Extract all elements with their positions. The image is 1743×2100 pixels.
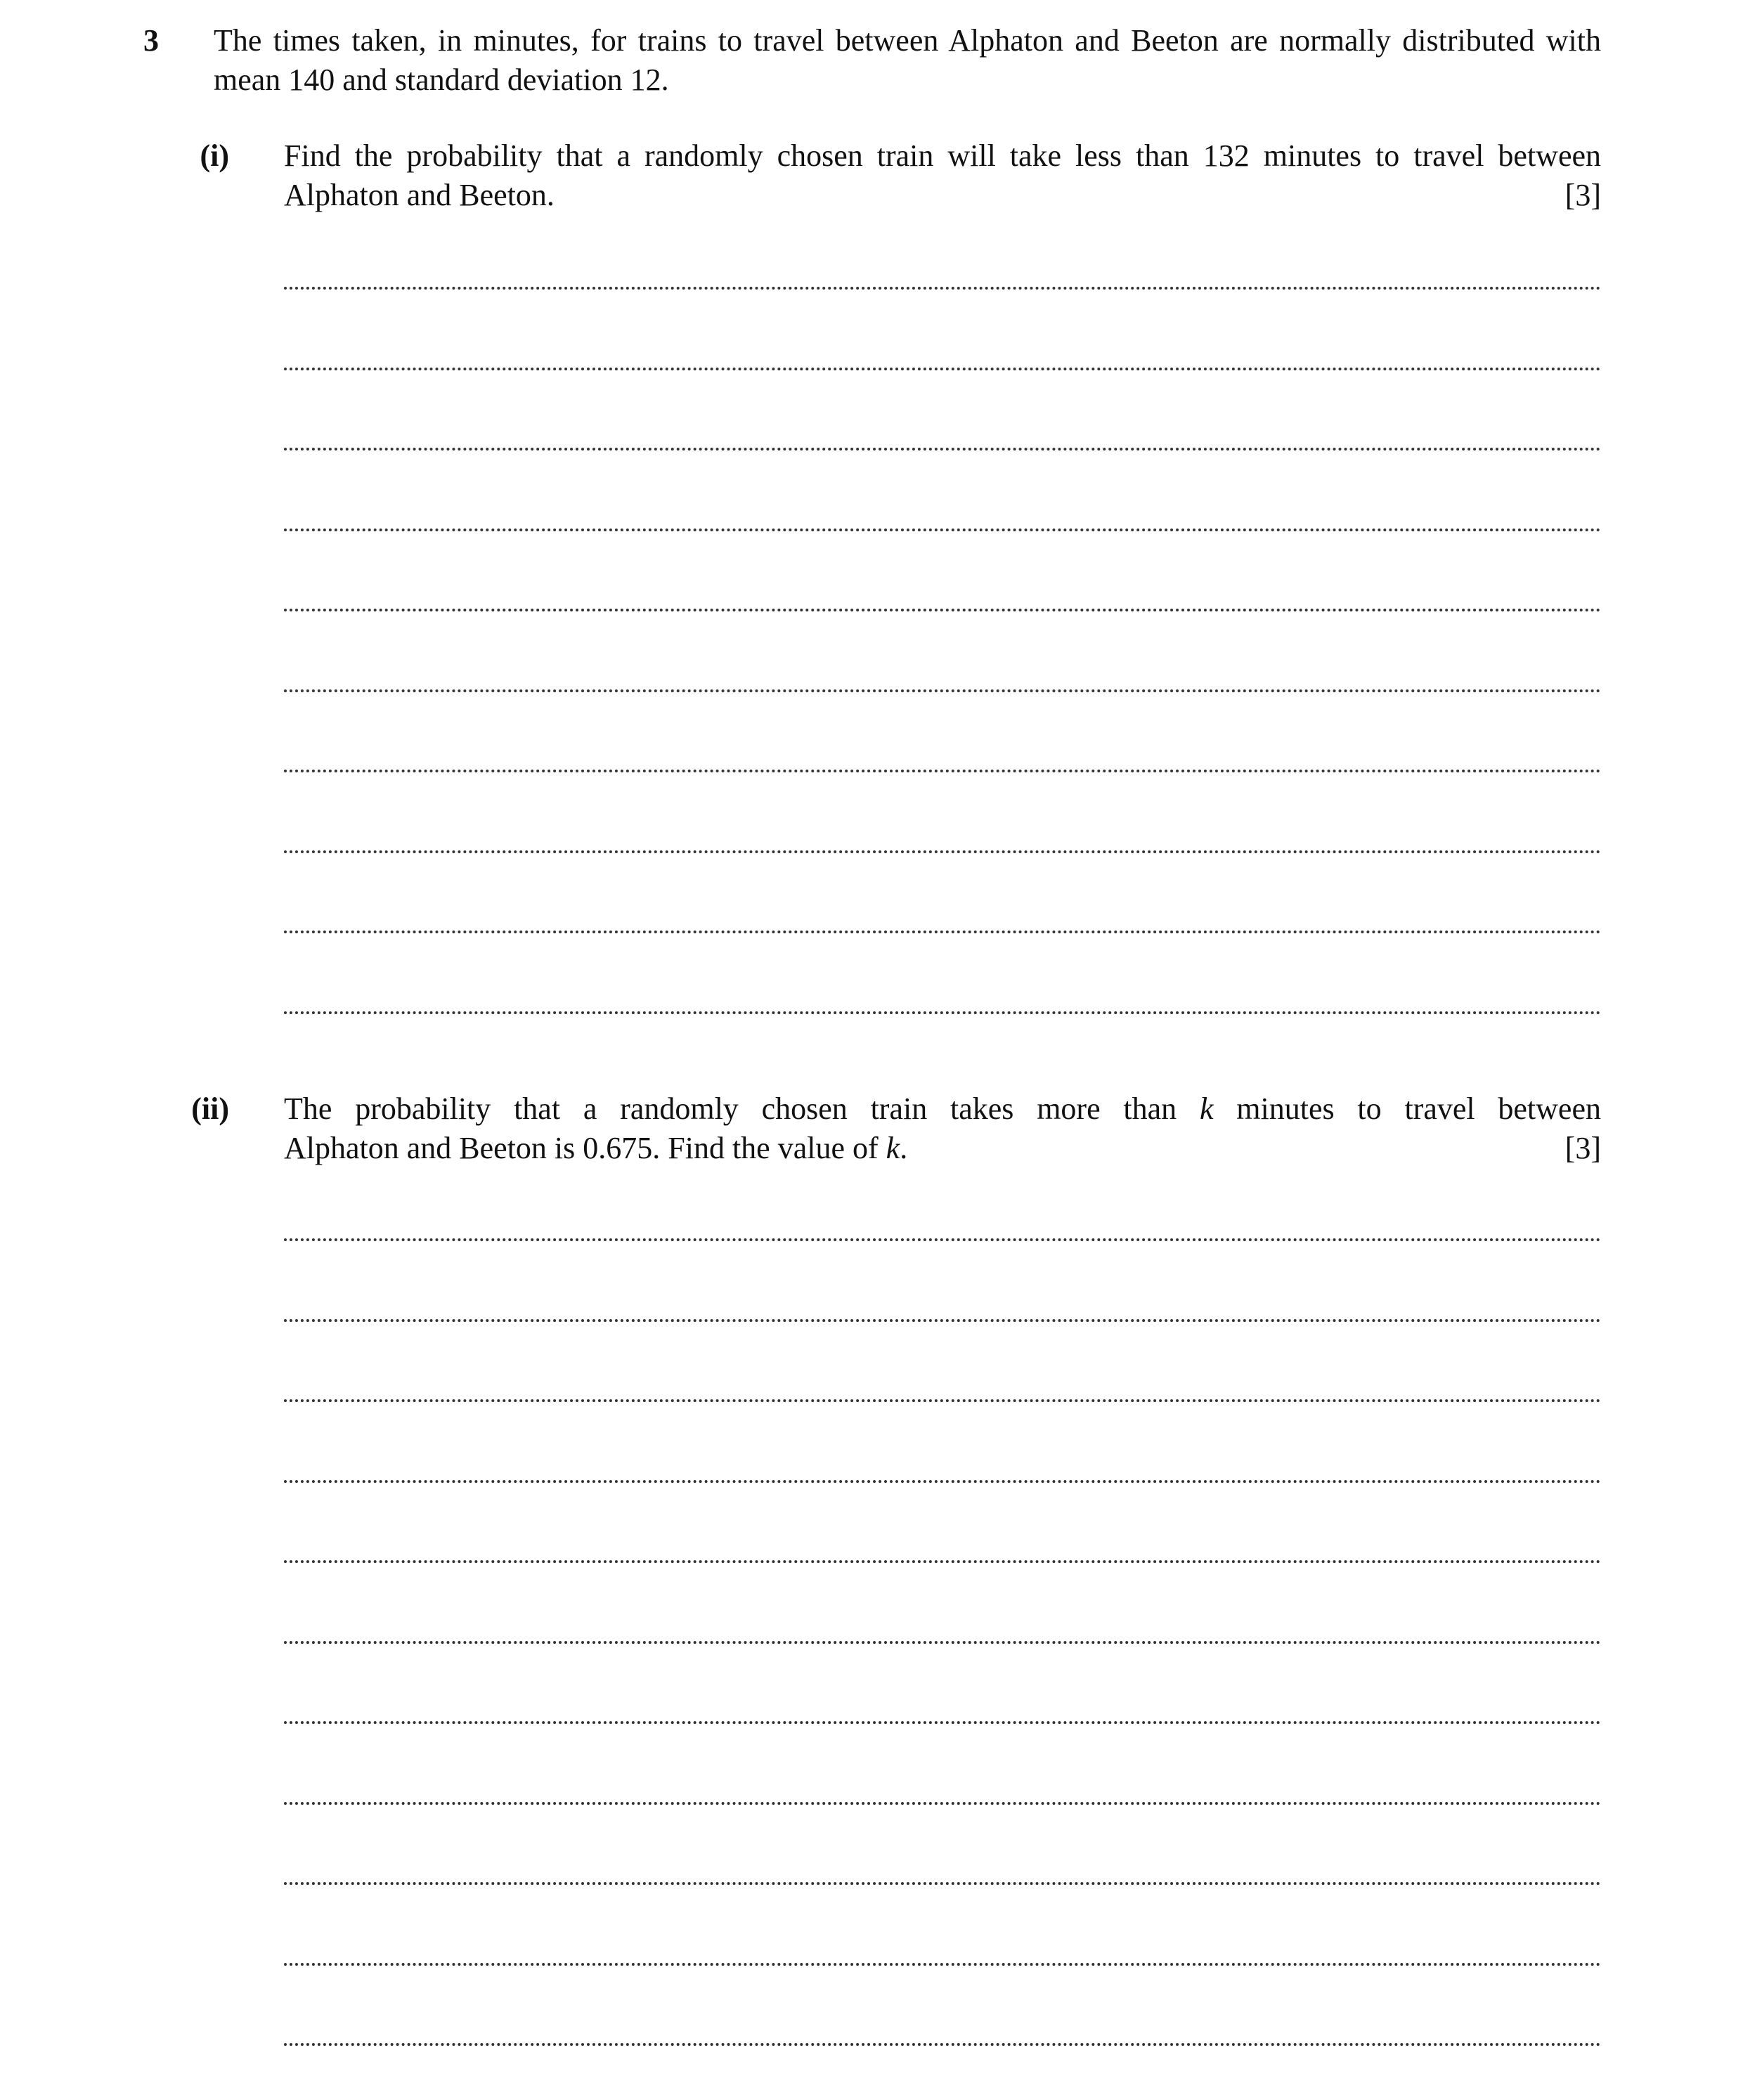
question-number: 3	[143, 23, 159, 58]
answer-line[interactable]	[284, 1721, 1601, 1724]
answer-line[interactable]	[284, 1480, 1601, 1483]
part-i-line-1: Find the probability that a randomly chosen train will take less than 132 minutes to travel between	[284, 138, 1601, 173]
variable-k: k	[886, 1131, 900, 1165]
answer-line[interactable]	[284, 1560, 1601, 1563]
answer-line[interactable]	[284, 1641, 1601, 1644]
answer-line[interactable]	[284, 1882, 1601, 1885]
part-ii-line-1-post: minutes to travel between	[1236, 1091, 1601, 1126]
variable-k: k	[1199, 1091, 1214, 1126]
part-i	[200, 136, 1601, 215]
part-i-label: (i)	[200, 138, 229, 173]
answer-line[interactable]	[284, 529, 1601, 531]
answer-line[interactable]	[284, 1238, 1601, 1241]
part-ii-line-2-pre: Alphaton and Beeton is 0.675. Find the value of	[284, 1131, 879, 1165]
answer-line[interactable]	[284, 2043, 1601, 2046]
part-i-line-2: Alphaton and Beeton.	[284, 178, 555, 212]
answer-line[interactable]	[284, 931, 1601, 933]
answer-line[interactable]	[284, 689, 1601, 692]
part-ii-line-1	[284, 1089, 1601, 1129]
part-ii-line-2-post: .	[900, 1131, 908, 1165]
part-ii	[191, 1089, 1601, 1168]
answer-line[interactable]	[284, 368, 1601, 370]
answer-line[interactable]	[284, 448, 1601, 451]
answer-line[interactable]	[284, 770, 1601, 772]
answer-line[interactable]	[284, 850, 1601, 853]
part-ii-line-2	[284, 1129, 1601, 1168]
part-ii-line-1-pre: The probability that a randomly chosen train takes more than	[284, 1091, 1177, 1126]
answer-line[interactable]	[284, 1802, 1601, 1805]
part-i-text	[284, 136, 1601, 215]
answer-line[interactable]	[284, 1011, 1601, 1014]
part-i-marks: [3]	[1564, 178, 1601, 212]
answer-line[interactable]	[284, 609, 1601, 611]
part-ii-marks: [3]	[1564, 1131, 1601, 1165]
question-stem: The times taken, in minutes, for trains to travel between Alphaton and Beeton are normally distributed with mean 140 and standard deviation 12.	[214, 23, 1601, 97]
answer-line[interactable]	[284, 1319, 1601, 1322]
answer-line[interactable]	[284, 1399, 1601, 1402]
answer-line[interactable]	[284, 1963, 1601, 1966]
part-ii-label: (ii)	[191, 1091, 229, 1126]
part-ii-text	[284, 1089, 1601, 1168]
answer-line[interactable]	[284, 287, 1601, 290]
